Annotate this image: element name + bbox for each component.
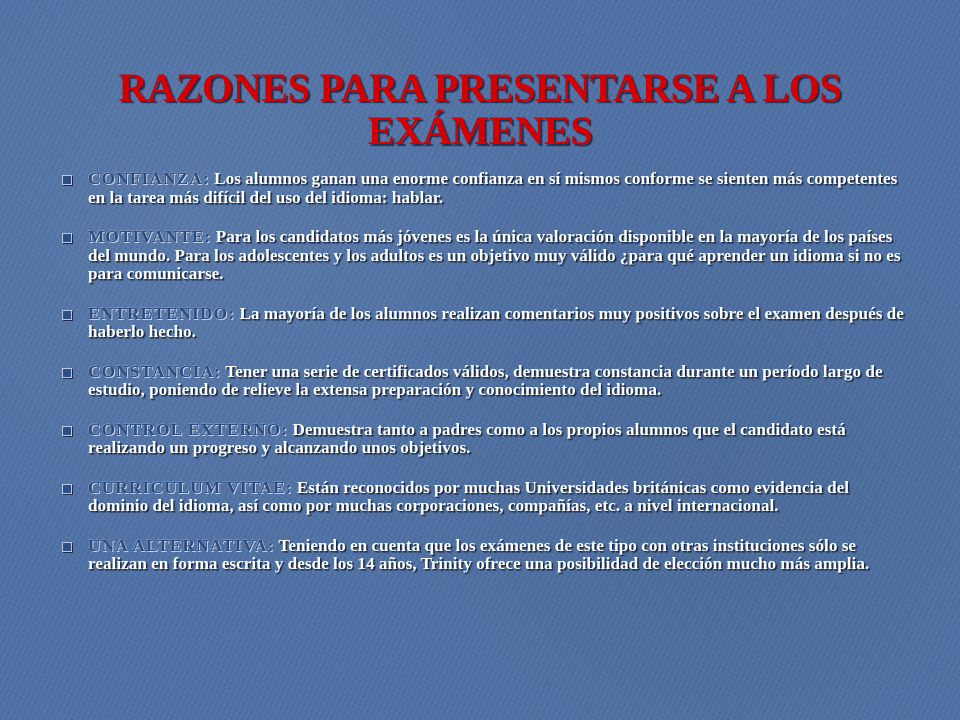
slide-title: RAZONES PARA PRESENTARSE A LOS EXÁMENES [118, 65, 842, 153]
bullet-text: Para los candidatos más jóvenes es la única valoración disponible en la mayoría de los países del mundo. Para los adolescentes y los adultos es un objetivo muy válido ¿para qué aprender un idioma si no es para comunicarse. [88, 227, 901, 283]
bullet-term: CURRICULUM VITAE: [88, 477, 293, 497]
square-bullet-icon [62, 542, 72, 552]
bullet-list [62, 170, 908, 595]
bullet-text: Los alumnos ganan una enorme confianza en sí mismos conforme se sienten más competentes en la tarea más difícil del uso del idioma: hablar. [88, 169, 898, 207]
bullet-text: Teniendo en cuenta que los exámenes de este tipo con otras instituciones sólo se realizan en forma escrita y desde los 14 años, Trinity ofrece una posibilidad de elección mucho más amplia. [88, 535, 870, 573]
bullet-term: UNA ALTERNATIVA: [88, 535, 275, 555]
bullet-item-constancia [62, 363, 908, 400]
bullet-item-una-alternativa [62, 537, 908, 574]
square-bullet-icon [62, 233, 72, 243]
bullet-term: CONSTANCIA: [88, 361, 222, 381]
bullet-term: MOTIVANTE: [88, 227, 212, 246]
bullet-term: ENTRETENIDO: [88, 303, 236, 323]
bullet-item-curriculum-vitae [62, 479, 908, 516]
square-bullet-icon [62, 175, 72, 185]
bullet-term: CONFIANZA: [88, 169, 210, 188]
bullet-text: Demuestra tanto a padres como a los propios alumnos que el candidato está realizando un progreso y alcanzando unos objetivos. [88, 419, 846, 457]
square-bullet-icon [62, 426, 72, 436]
bullet-text: Están reconocidos por muchas Universidades británicas como evidencia del dominio del idioma, así como por muchas corporaciones, compañías, etc. a nivel internacional. [88, 477, 850, 515]
bullet-term: CONTROL EXTERNO: [88, 419, 289, 439]
square-bullet-icon [62, 368, 72, 378]
bullet-item-entretenido [62, 305, 908, 342]
bullet-item-confianza [62, 170, 908, 207]
bullet-text: Tener una serie de certificados válidos, demuestra constancia durante un período largo de estudio, poniendo de relieve la extensa preparación y conocimiento del idioma. [88, 361, 883, 399]
square-bullet-icon [62, 310, 72, 320]
square-bullet-icon [62, 484, 72, 494]
bullet-item-control-externo [62, 421, 908, 458]
bullet-text: La mayoría de los alumnos realizan comentarios muy positivos sobre el examen después de haberlo hecho. [88, 303, 904, 341]
bullet-item-motivante [62, 228, 908, 284]
